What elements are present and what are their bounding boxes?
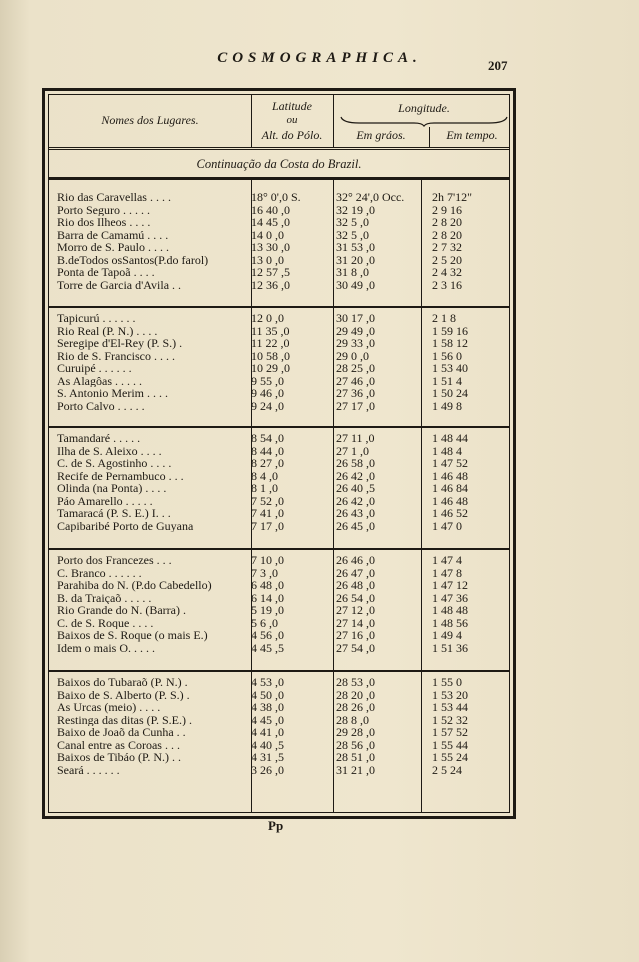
latitude-value: 10 29 ,0 <box>251 362 290 375</box>
longitude-time: 1 49 8 <box>432 399 462 412</box>
longitude-brace <box>339 115 509 127</box>
place-name: Curuipé . . . . . . <box>57 362 132 375</box>
longitude-degrees: 27 36 ,0 <box>336 387 375 400</box>
longitude-degrees: 26 58 ,0 <box>336 457 375 470</box>
longitude-degrees: 32 5 ,0 <box>336 228 369 241</box>
longitude-degrees: 28 56 ,0 <box>336 738 375 751</box>
place-name: Tapicurú . . . . . . <box>57 312 136 325</box>
table-row <box>49 325 509 338</box>
longitude-degrees: 28 26 ,0 <box>336 701 375 714</box>
latitude-value: 13 30 ,0 <box>251 241 290 254</box>
table-row <box>49 617 509 630</box>
table-row <box>49 470 509 483</box>
latitude-value: 4 31 ,5 <box>251 751 284 764</box>
signature-mark: Pp <box>268 818 284 833</box>
longitude-degrees: 26 40 ,5 <box>336 482 375 495</box>
longitude-degrees: 31 21 ,0 <box>336 763 375 776</box>
place-name: B. da Traiçaõ . . . . . <box>57 591 152 604</box>
longitude-degrees: 26 42 ,0 <box>336 469 375 482</box>
group-separator <box>49 426 509 428</box>
latitude-value: 7 17 ,0 <box>251 519 284 532</box>
table-row <box>49 739 509 752</box>
table-row <box>49 592 509 605</box>
table-row <box>49 362 509 375</box>
longitude-time: 2 1 8 <box>432 312 456 325</box>
longitude-time: 2 8 20 <box>432 228 462 241</box>
longitude-time: 1 50 24 <box>432 387 468 400</box>
table-row <box>49 350 509 363</box>
longitude-time: 1 52 32 <box>432 713 468 726</box>
table-row <box>49 714 509 727</box>
table-row <box>49 204 509 217</box>
table-row <box>49 457 509 470</box>
place-name: Barra de Camamú . . . . <box>57 228 169 241</box>
place-name: Seregipe d'El-Rey (P. S.) . <box>57 337 183 350</box>
table-row <box>49 400 509 413</box>
table-row <box>49 701 509 714</box>
table-row <box>49 764 509 777</box>
longitude-degrees: 27 54 ,0 <box>336 641 375 654</box>
place-name: Idem o mais O. . . . . <box>57 641 155 654</box>
latitude-value: 5 19 ,0 <box>251 604 284 617</box>
latitude-value: 4 38 ,0 <box>251 701 284 714</box>
longitude-time: 1 51 36 <box>432 641 468 654</box>
longitude-degrees: 29 49 ,0 <box>336 324 375 337</box>
longitude-time: 2 9 16 <box>432 203 462 216</box>
place-name: Baixo de S. Alberto (P. S.) . <box>57 688 190 701</box>
header-latitude: Latitude <box>271 99 312 113</box>
place-name: C. de S. Roque . . . . <box>57 616 154 629</box>
longitude-degrees: 31 53 ,0 <box>336 241 375 254</box>
place-name: Restinga das ditas (P. S.E.) . <box>57 713 192 726</box>
latitude-value: 3 26 ,0 <box>251 763 284 776</box>
latitude-value: 14 0 ,0 <box>251 228 284 241</box>
longitude-time: 2 5 20 <box>432 253 462 266</box>
table-row <box>49 495 509 508</box>
place-name: Porto Seguro . . . . . <box>57 203 150 216</box>
place-name: Rio de S. Francisco . . . . <box>57 349 175 362</box>
place-name: B.deTodos osSantos(P.do farol) <box>57 253 209 266</box>
place-name: Ponta de Tapoã . . . . <box>57 266 155 279</box>
place-name: Baixos do Tubaraõ (P. N.) . <box>57 676 188 689</box>
table-row <box>49 312 509 325</box>
place-name: Tamaracá (P. S. E.) I. . . <box>57 507 171 520</box>
header-pole-altitude: Alt. do Pólo. <box>261 128 323 142</box>
place-name: As Alagôas . . . . . <box>57 374 142 387</box>
longitude-time: 2 7 32 <box>432 241 462 254</box>
latitude-value: 4 40 ,5 <box>251 738 284 751</box>
longitude-time: 1 46 48 <box>432 469 468 482</box>
table-row <box>49 507 509 520</box>
longitude-degrees: 32° 24',0 Occ. <box>336 191 405 204</box>
longitude-degrees: 26 43 ,0 <box>336 507 375 520</box>
table-row <box>49 751 509 764</box>
place-name: Seará . . . . . . <box>57 763 120 776</box>
longitude-time: 2h 7'12" <box>432 191 473 204</box>
table-row <box>49 445 509 458</box>
longitude-time: 2 5 24 <box>432 763 462 776</box>
latitude-value: 14 45 ,0 <box>251 216 290 229</box>
longitude-time: 1 47 0 <box>432 519 462 532</box>
place-name: As Urcas (meio) . . . . <box>57 701 161 714</box>
place-name: Rio Grande do N. (Barra) . <box>57 604 186 617</box>
place-name: Tamandaré . . . . . <box>57 432 141 445</box>
longitude-time: 1 49 4 <box>432 629 462 642</box>
longitude-degrees: 31 20 ,0 <box>336 253 375 266</box>
latitude-value: 8 27 ,0 <box>251 457 284 470</box>
place-name: Baixo de Joaõ da Cunha . . <box>57 726 186 739</box>
longitude-time: 1 51 4 <box>432 374 462 387</box>
longitude-time: 1 53 44 <box>432 701 468 714</box>
longitude-time: 1 48 56 <box>432 616 468 629</box>
latitude-value: 18° 0',0 S. <box>251 191 301 204</box>
longitude-time: 2 8 20 <box>432 216 462 229</box>
longitude-degrees: 32 19 ,0 <box>336 203 375 216</box>
longitude-degrees: 27 14 ,0 <box>336 616 375 629</box>
longitude-degrees: 26 48 ,0 <box>336 579 375 592</box>
longitude-degrees: 28 53 ,0 <box>336 676 375 689</box>
table-row <box>49 387 509 400</box>
latitude-value: 4 41 ,0 <box>251 726 284 739</box>
latitude-value: 8 1 ,0 <box>251 482 278 495</box>
table-row <box>49 676 509 689</box>
longitude-time: 1 56 0 <box>432 349 462 362</box>
place-name: Páo Amarello . . . . . <box>57 494 153 507</box>
latitude-value: 7 52 ,0 <box>251 494 284 507</box>
table-row <box>49 689 509 702</box>
table-row <box>49 520 509 533</box>
place-name: Baixos de Tibáo (P. N.) . . <box>57 751 182 764</box>
longitude-degrees: 27 1 ,0 <box>336 444 369 457</box>
table-row <box>49 337 509 350</box>
place-name: Rio das Caravellas . . . . <box>57 191 171 204</box>
table-row <box>49 279 509 292</box>
longitude-time: 1 55 0 <box>432 676 462 689</box>
longitude-time: 1 47 8 <box>432 566 462 579</box>
latitude-value: 4 45 ,5 <box>251 641 284 654</box>
longitude-degrees: 30 17 ,0 <box>336 312 375 325</box>
longitude-degrees: 31 8 ,0 <box>336 266 369 279</box>
latitude-value: 11 22 ,0 <box>251 337 290 350</box>
latitude-value: 12 57 ,5 <box>251 266 290 279</box>
latitude-value: 16 40 ,0 <box>251 203 290 216</box>
table-row <box>49 241 509 254</box>
longitude-time: 1 46 84 <box>432 482 468 495</box>
latitude-value: 10 58 ,0 <box>251 349 290 362</box>
latitude-value: 9 55 ,0 <box>251 374 284 387</box>
table-row <box>49 482 509 495</box>
longitude-degrees: 28 51 ,0 <box>336 751 375 764</box>
header-divider-2 <box>333 95 334 147</box>
longitude-degrees: 28 8 ,0 <box>336 713 369 726</box>
longitude-degrees: 26 45 ,0 <box>336 519 375 532</box>
page-number: 207 <box>488 58 508 73</box>
table-row <box>49 216 509 229</box>
longitude-degrees: 28 20 ,0 <box>336 688 375 701</box>
place-name: Ilha de S. Aleixo . . . . <box>57 444 162 457</box>
longitude-time: 1 59 16 <box>432 324 468 337</box>
table-row <box>49 567 509 580</box>
longitude-degrees: 29 0 ,0 <box>336 349 369 362</box>
place-name: Parahiba do N. (P.do Cabedello) <box>57 579 212 592</box>
latitude-value: 8 4 ,0 <box>251 469 278 482</box>
latitude-value: 9 46 ,0 <box>251 387 284 400</box>
latitude-value: 8 54 ,0 <box>251 432 284 445</box>
latitude-value: 7 3 ,0 <box>251 566 278 579</box>
place-name: Rio Real (P. N.) . . . . <box>57 324 158 337</box>
latitude-value: 7 41 ,0 <box>251 507 284 520</box>
longitude-degrees: 27 11 ,0 <box>336 432 375 445</box>
table-row <box>49 579 509 592</box>
longitude-time: 1 47 36 <box>432 591 468 604</box>
table-row <box>49 554 509 567</box>
group-separator <box>49 548 509 550</box>
place-name: Porto dos Francezes . . . <box>57 554 172 567</box>
longitude-time: 1 55 44 <box>432 738 468 751</box>
longitude-degrees: 26 46 ,0 <box>336 554 375 567</box>
longitude-degrees: 28 25 ,0 <box>336 362 375 375</box>
latitude-value: 12 36 ,0 <box>251 278 290 291</box>
place-name: Baixos de S. Roque (o mais E.) <box>57 629 208 642</box>
longitude-time: 1 53 40 <box>432 362 468 375</box>
latitude-value: 8 44 ,0 <box>251 444 284 457</box>
header-latitude-or: ou <box>286 114 298 126</box>
longitude-time: 1 47 12 <box>432 579 468 592</box>
place-name: C. Branco . . . . . . <box>57 566 142 579</box>
table-row <box>49 726 509 739</box>
longitude-time: 1 47 52 <box>432 457 468 470</box>
table-row <box>49 229 509 242</box>
coordinates-table <box>42 88 516 819</box>
longitude-time: 1 48 48 <box>432 604 468 617</box>
longitude-degrees: 27 16 ,0 <box>336 629 375 642</box>
latitude-value: 5 6 ,0 <box>251 616 278 629</box>
latitude-value: 4 45 ,0 <box>251 713 284 726</box>
longitude-time: 1 47 4 <box>432 554 462 567</box>
latitude-value: 13 0 ,0 <box>251 253 284 266</box>
longitude-time: 1 46 48 <box>432 494 468 507</box>
longitude-time: 1 57 52 <box>432 726 468 739</box>
longitude-time: 1 53 20 <box>432 688 468 701</box>
table-group <box>49 312 509 412</box>
longitude-degrees: 27 46 ,0 <box>336 374 375 387</box>
longitude-degrees: 26 47 ,0 <box>336 566 375 579</box>
longitude-degrees: 26 54 ,0 <box>336 591 375 604</box>
place-name: Morro de S. Paulo . . . . <box>57 241 169 254</box>
latitude-value: 11 35 ,0 <box>251 324 290 337</box>
place-name: S. Antonio Merim . . . . <box>57 387 169 400</box>
place-name: Capibaribé Porto de Guyana <box>57 519 194 532</box>
header-divider-3 <box>429 127 430 147</box>
header-divider-1 <box>251 95 252 147</box>
table-row <box>49 642 509 655</box>
table-row <box>49 604 509 617</box>
longitude-degrees: 29 33 ,0 <box>336 337 375 350</box>
group-separator <box>49 306 509 308</box>
latitude-value: 9 24 ,0 <box>251 399 284 412</box>
table-group <box>49 432 509 532</box>
table-row <box>49 629 509 642</box>
latitude-value: 6 48 ,0 <box>251 579 284 592</box>
longitude-time: 1 58 12 <box>432 337 468 350</box>
running-title: COSMOGRAPHICA. <box>217 50 422 66</box>
place-name: Olinda (na Ponta) . . . . <box>57 482 167 495</box>
longitude-time: 1 48 44 <box>432 432 468 445</box>
longitude-time: 2 3 16 <box>432 278 462 291</box>
header-names: Nomes dos Lugares. <box>101 113 199 127</box>
table-row <box>49 432 509 445</box>
longitude-time: 1 46 52 <box>432 507 468 520</box>
longitude-time: 1 55 24 <box>432 751 468 764</box>
longitude-degrees: 27 12 ,0 <box>336 604 375 617</box>
place-name: C. de S. Agostinho . . . . <box>57 457 172 470</box>
latitude-value: 12 0 ,0 <box>251 312 284 325</box>
table-subtitle: Continuação da Costa do Brazil. <box>196 157 362 171</box>
table-group <box>49 676 509 776</box>
longitude-degrees: 26 42 ,0 <box>336 494 375 507</box>
table-row <box>49 254 509 267</box>
longitude-degrees: 30 49 ,0 <box>336 278 375 291</box>
longitude-time: 2 4 32 <box>432 266 462 279</box>
latitude-value: 4 56 ,0 <box>251 629 284 642</box>
group-separator <box>49 670 509 672</box>
latitude-value: 4 53 ,0 <box>251 676 284 689</box>
longitude-degrees: 32 5 ,0 <box>336 216 369 229</box>
header-degrees: Em gráos. <box>356 128 406 142</box>
place-name: Porto Calvo . . . . . <box>57 399 145 412</box>
table-header <box>49 95 509 150</box>
table-group <box>49 554 509 654</box>
longitude-degrees: 27 17 ,0 <box>336 399 375 412</box>
table-row <box>49 375 509 388</box>
longitude-time: 1 48 4 <box>432 444 462 457</box>
latitude-value: 7 10 ,0 <box>251 554 284 567</box>
place-name: Torre de Garcia d'Avila . . <box>57 278 182 291</box>
header-longitude: Longitude. <box>398 101 450 115</box>
place-name: Canal entre as Coroas . . . <box>57 738 180 751</box>
subtitle-rule <box>49 177 509 180</box>
header-time: Em tempo. <box>446 128 498 142</box>
latitude-value: 4 50 ,0 <box>251 688 284 701</box>
latitude-value: 6 14 ,0 <box>251 591 284 604</box>
longitude-degrees: 29 28 ,0 <box>336 726 375 739</box>
table-row <box>49 191 509 204</box>
table-group <box>49 191 509 291</box>
place-name: Recife de Pernambuco . . . <box>57 469 184 482</box>
place-name: Rio dos Ilheos . . . . <box>57 216 151 229</box>
table-row <box>49 266 509 279</box>
